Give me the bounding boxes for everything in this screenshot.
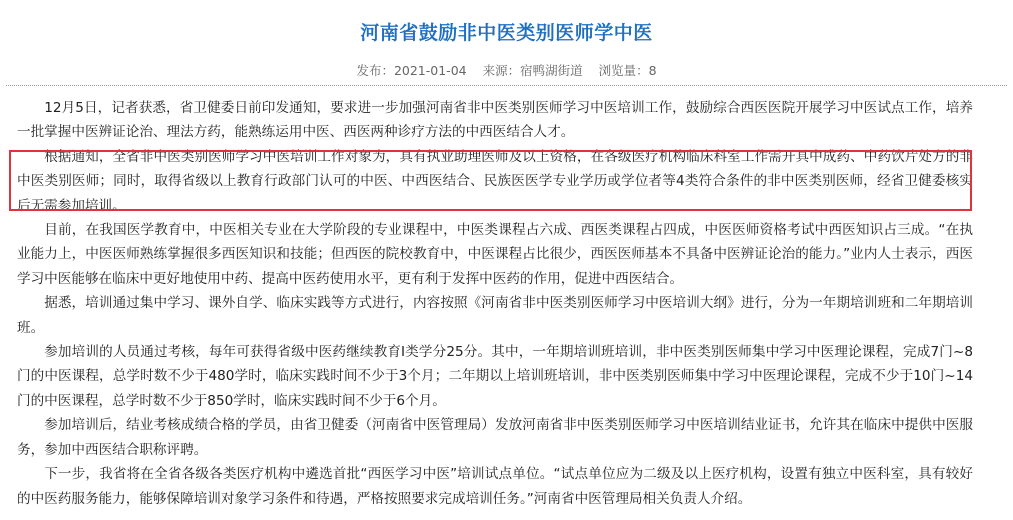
title-divider: [6, 85, 1007, 86]
paragraph-2: 根据通知，全省非中医类别医师学习中医培训工作对象为，具有执业助理医师及以上资格，在各级医疗机构临床科室工作需开具中成药、中药饮片处方的非中医类别医师；同时，取得省级以上教育行政部门认可的中医、中西医结合、民族医医学专业学历或学位者等4类符合条件的非中医类别医师，经省卫健委核实后无需参加培训。: [17, 148, 973, 214]
view-count: 浏览量：8: [598, 63, 657, 78]
paragraph-4: 据悉，培训通过集中学习、课外自学、临床实践等方式进行，内容按照《河南省非中医类别医师学习中医培训大纲》进行，分为一年期培训班和二年期培训班。: [17, 295, 973, 336]
article-body: [17, 96, 973, 511]
article-meta: [0, 61, 1013, 79]
paragraph-7: 下一步，我省将在全省各级各类医疗机构中遴选首批“西医学习中医”培训试点单位。“试点单位应为二级及以上医疗机构，设置有独立中医科室，具有较好的中医药服务能力，能够保障培训对象学习条件和待遇，严格按照要求完成培训任务。”河南省中医管理局相关负责人介绍。: [17, 466, 973, 507]
paragraph-6: 参加培训后，结业考核成绩合格的学员，由省卫健委（河南省中医管理局）发放河南省非中医类别医师学习中医培训结业证书，允许其在临床中提供中医服务，参加中西医结合职称评聘。: [17, 417, 973, 458]
publish-date: 发布：2021-01-04: [356, 63, 467, 78]
article-source: 来源：宿鸭湖街道: [482, 63, 583, 78]
paragraph-5: 参加培训的人员通过考核，每年可获得省级中医药继续教育I类学分25分。其中，一年期培训班培训，非中医类别医师集中学习中医理论课程，完成7门~8门的中医课程，总学时数不少于480学时，临床实践时间不少于3个月；二年期以上培训班培训，非中医类别医师集中学习中医理论课程，完成不少于10门~14门的中医课程，总学时数不少于850学时，临床实践时间不少于6个月。: [17, 344, 973, 409]
paragraph-3: 目前，在我国医学教育中，中医相关专业在大学阶段的专业课程中，中医类课程占六成、西医类课程占四成，中医医师资格考试中西医知识占三成。“在执业能力上，中医医师熟练掌握很多西医知识和技能；但西医的院校教育中，中医课程占比很少，西医医师基本不具备中医辨证论治的能力。”业内人士表示，西医学习中医能够在临床中更好地使用中药、提高中医药使用水平，更有利于发挥中医药的作用，促进中西医结合。: [17, 222, 973, 287]
paragraph-1: 12月5日，记者获悉，省卫健委日前印发通知，要求进一步加强河南省非中医类别医师学习中医培训工作，鼓励综合西医医院开展学习中医试点工作，培养一批掌握中医辨证论治、理法方药，能熟练运用中医、西医两种诊疗方法的中西医结合人才。: [17, 100, 973, 141]
article-title: 河南省鼓励非中医类别医师学中医: [360, 22, 653, 44]
